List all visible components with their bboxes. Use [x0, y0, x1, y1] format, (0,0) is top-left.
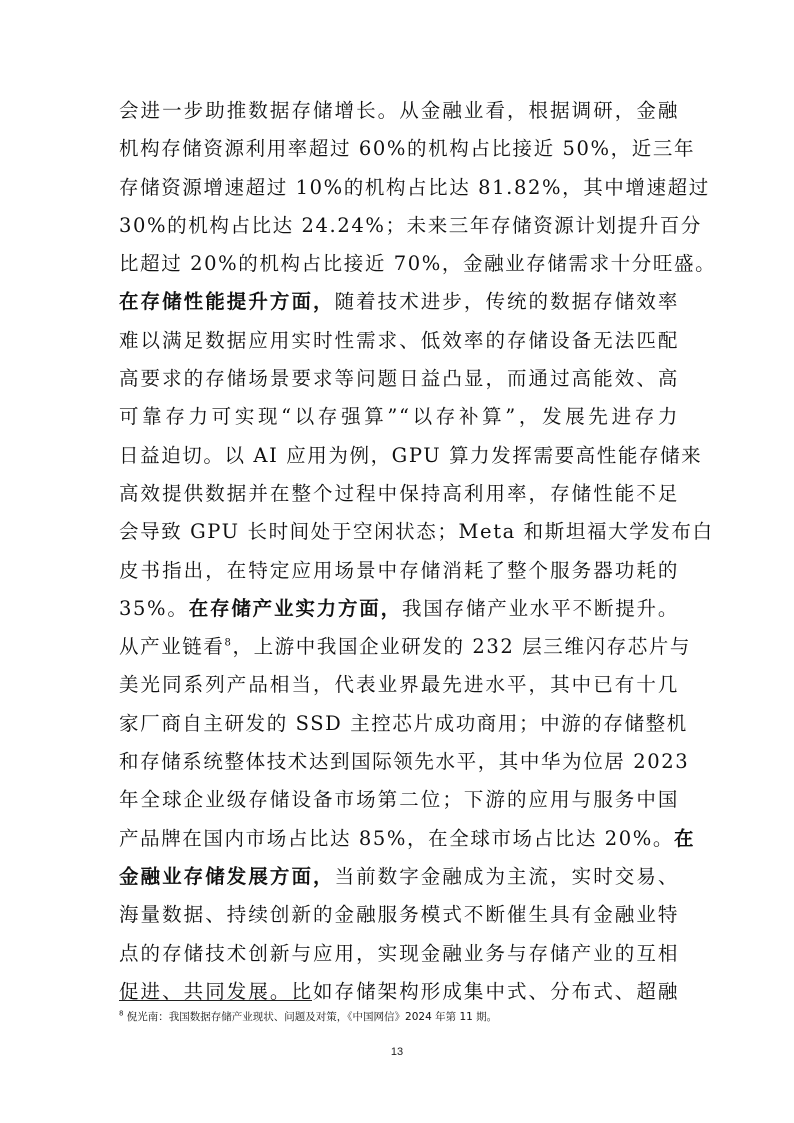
text-line: 会进一步助推数据存储增长。从金融业看，根据调研，金融 [119, 99, 679, 122]
text-line: 皮书指出，在特定应用场景中存储消耗了整个服务器功耗的 [119, 558, 679, 582]
text-line: 点的存储技术创新与应用，实现金融业务与存储产业的互相 [119, 941, 679, 965]
page-number: 13 [390, 1046, 404, 1058]
text-line [119, 628, 692, 666]
text-line: 高效提供数据并在整个过程中保持高利用率，存储性能不足 [119, 481, 679, 505]
section-heading-industry: 在存储产业实力方面， [188, 596, 402, 620]
text-segment: 从产业链看 [119, 635, 225, 659]
text-segment: 当前数字金融成为主流，实时交易、 [334, 864, 679, 888]
text-line: 高要求的存储场景要求等问题日益凸显，而通过高能效、高 [119, 367, 679, 391]
footnote [119, 1009, 497, 1024]
section-heading-finance: 金融业存储发展方面， [119, 864, 335, 888]
text-line: 可靠存力可实现“以存强算”“以存补算”，发展先进存力 [119, 405, 679, 429]
text-line: 30%的机构占比达 24.24%；未来三年存储资源计划提升百分 [119, 213, 702, 237]
text-line: 美光同系列产品相当，代表业界最先进水平，其中已有十几 [119, 673, 679, 697]
text-line: 海量数据、持续创新的金融服务模式不断催生具有金融业特 [119, 903, 679, 927]
text-line: 和存储系统整体技术达到国际领先水平，其中华为位居 2023 [119, 750, 690, 774]
text-line: 日益迫切。以 AI 应用为例，GPU 算力发挥需要高性能存储来 [119, 443, 703, 467]
text-line: 促进、共同发展。比如存储架构形成集中式、分布式、超融 [119, 979, 679, 1003]
text-segment: ，上游中我国企业研发的 232 层三维闪存芯片与 [232, 635, 692, 659]
text-segment: 产品牌在国内市场占比达 85%，在全球市场占比达 20%。 [119, 826, 674, 850]
section-heading-finance-start: 在 [673, 826, 696, 850]
text-line [119, 590, 679, 628]
section-heading-performance: 在存储性能提升方面， [119, 290, 335, 314]
text-line: 会导致 GPU 长时间处于空闲状态；Meta 和斯坦福大学发布白 [119, 520, 714, 544]
text-segment: 35%。 [119, 596, 189, 620]
text-line [119, 283, 679, 321]
body-paragraph [119, 92, 717, 1011]
footnote-marker: 8 [119, 1009, 124, 1018]
footnote-reference[interactable]: 8 [224, 637, 233, 649]
footnote-divider [119, 1000, 312, 1001]
text-line: 比超过 20%的机构占比接近 70%，金融业存储需求十分旺盛。 [119, 252, 717, 276]
text-segment: 我国存储产业水平不断提升。 [401, 596, 679, 620]
text-line: 存储资源增速超过 10%的机构占比达 81.82%，其中增速超过 [119, 175, 710, 199]
text-line [119, 858, 679, 896]
text-line: 年全球企业级存储设备市场第二位；下游的应用与服务中国 [119, 788, 679, 812]
text-segment: 随着技术进步，传统的数据存储效率 [334, 290, 679, 314]
text-line [119, 820, 696, 858]
footnote-text: 倪光南：我国数据存储产业现状、问题及对策，《中国网信》2024 年第 11 期。 [123, 1011, 498, 1023]
text-line: 家厂商自主研发的 SSD 主控芯片成功商用；中游的存储整机 [119, 711, 688, 735]
text-line: 难以满足数据应用实时性需求、低效率的存储设备无法匹配 [119, 328, 679, 352]
text-line: 机构存储资源利用率超过 60%的机构占比接近 50%，近三年 [119, 137, 696, 161]
